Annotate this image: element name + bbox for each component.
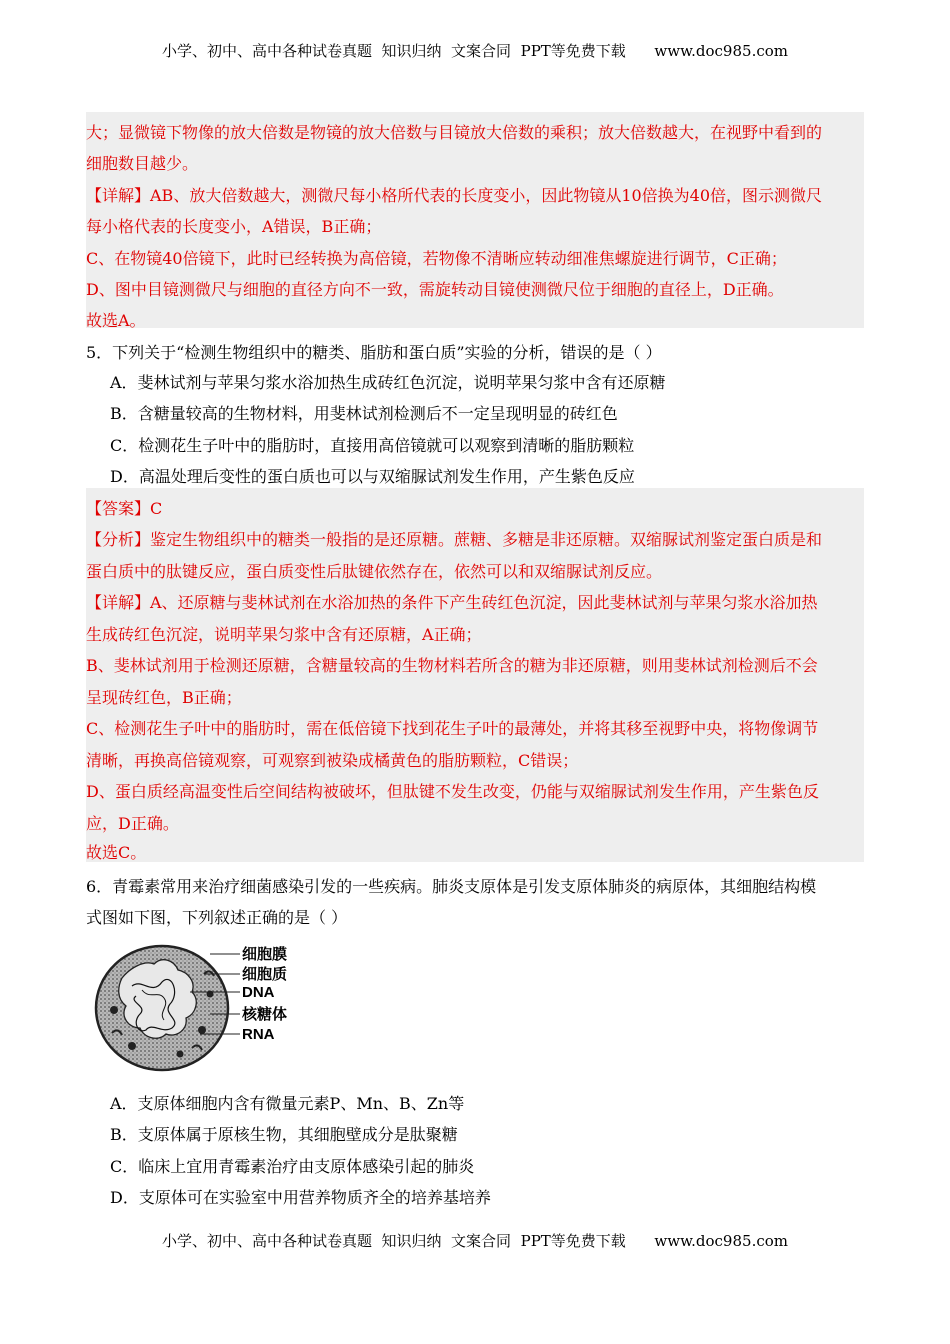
figure-label-rna: RNA	[242, 1026, 275, 1043]
q5-answer-block	[86, 488, 864, 862]
explanation-line: 每小格代表的长度变小，A错误，B正确；	[86, 217, 382, 236]
question-5-option-d: D．高温处理后变性的蛋白质也可以与双缩脲试剂发生作用，产生紫色反应	[110, 467, 635, 486]
question-6-option-d: D．支原体可在实验室中用营养物质齐全的培养基培养	[110, 1188, 491, 1207]
question-5-option-a: A．斐林试剂与苹果匀浆水浴加热生成砖红色沉淀，说明苹果匀浆中含有还原糖	[110, 373, 666, 392]
q4-explanation-block	[86, 112, 864, 328]
page-header: 小学、初中、高中各种试卷真题 知识归纳 文案合同 PPT等免费下载 www.doc985.com	[161, 42, 788, 60]
question-6-stem-line: 式图如下图，下列叙述正确的是（ ）	[86, 908, 348, 927]
answer-line: B、斐林试剂用于检测还原糖，含糖量较高的生物材料若所含的糖为非还原糖，则用斐林试剂检测后不会	[86, 656, 818, 675]
ribosome-shape	[110, 1006, 118, 1014]
answer-line: D、蛋白质经高温变性后空间结构被破坏，但肽键不发生改变，仍能与双缩脲试剂发生作用，产生紫色反	[86, 782, 819, 801]
ribosome-shape	[177, 1051, 184, 1058]
answer-line: 【详解】A、还原糖与斐林试剂在水浴加热的条件下产生砖红色沉淀，因此斐林试剂与苹果匀浆水浴加热	[86, 593, 818, 612]
answer-line: C、检测花生子叶中的脂肪时，需在低倍镜下找到花生子叶的最薄处，并将其移至视野中央，将物像调节	[86, 719, 819, 738]
mycoplasma-cell-diagram	[92, 938, 302, 1074]
answer-line: 【答案】C	[86, 499, 163, 518]
page-footer: 小学、初中、高中各种试卷真题 知识归纳 文案合同 PPT等免费下载 www.doc985.com	[161, 1232, 788, 1250]
figure-label-cytoplasm: 细胞质	[242, 966, 288, 983]
explanation-line: D、图中目镜测微尺与细胞的直径方向不一致，需旋转动目镜使测微尺位于细胞的直径上，D正确。	[86, 280, 784, 299]
figure-label-ribosome: 核糖体	[242, 1006, 288, 1023]
explanation-line: 大；显微镜下物像的放大倍数是物镜的放大倍数与目镜放大倍数的乘积；放大倍数越大，在视野中看到的	[86, 123, 823, 142]
question-6-option-a: A．支原体细胞内含有微量元素P、Mn、B、Zn等	[110, 1094, 465, 1113]
question-5-option-b: B．含糖量较高的生物材料，用斐林试剂检测后不一定呈现明显的砖红色	[110, 404, 618, 423]
ribosome-shape	[198, 1026, 206, 1034]
cell-structure-illustration	[92, 938, 302, 1074]
question-5-stem: 5．下列关于“检测生物组织中的糖类、脂肪和蛋白质”实验的分析，错误的是（ ）	[86, 343, 662, 362]
ribosome-shape	[128, 1042, 136, 1050]
answer-line: 故选C。	[86, 843, 147, 862]
answer-line: 应，D正确。	[86, 814, 179, 833]
explanation-line: 故选A。	[86, 311, 146, 330]
figure-label-dna: DNA	[242, 984, 275, 1001]
question-6-option-b: B．支原体属于原核生物，其细胞壁成分是肽聚糖	[110, 1125, 458, 1144]
question-5-option-c: C．检测花生子叶中的脂肪时，直接用高倍镜就可以观察到清晰的脂肪颗粒	[110, 436, 635, 455]
explanation-line: 细胞数目越少。	[86, 154, 199, 173]
question-6-option-c: C．临床上宜用青霉素治疗由支原体感染引起的肺炎	[110, 1157, 475, 1176]
figure-label-membrane: 细胞膜	[242, 946, 288, 963]
question-6-stem-line: 6．青霉素常用来治疗细菌感染引发的一些疾病。肺炎支原体是引发支原体肺炎的病原体，其细胞结构模	[86, 877, 817, 896]
explanation-line: 【详解】AB、放大倍数越大，测微尺每小格所代表的长度变小，因此物镜从10倍换为40倍，图示测微尺	[86, 186, 823, 205]
answer-line: 清晰，再换高倍镜观察，可观察到被染成橘黄色的脂肪颗粒，C错误；	[86, 751, 579, 770]
explanation-line: C、在物镜40倍镜下，此时已经转换为高倍镜，若物像不清晰应转动细准焦螺旋进行调节，C正确；	[86, 249, 787, 268]
answer-line: 生成砖红色沉淀，说明苹果匀浆中含有还原糖，A正确；	[86, 625, 482, 644]
answer-line: 【分析】鉴定生物组织中的糖类一般指的是还原糖。蔗糖、多糖是非还原糖。双缩脲试剂鉴定蛋白质是和	[86, 530, 823, 549]
answer-line: 蛋白质中的肽键反应，蛋白质变性后肽键依然存在，依然可以和双缩脲试剂反应。	[86, 562, 663, 581]
answer-line: 呈现砖红色，B正确；	[86, 688, 242, 707]
